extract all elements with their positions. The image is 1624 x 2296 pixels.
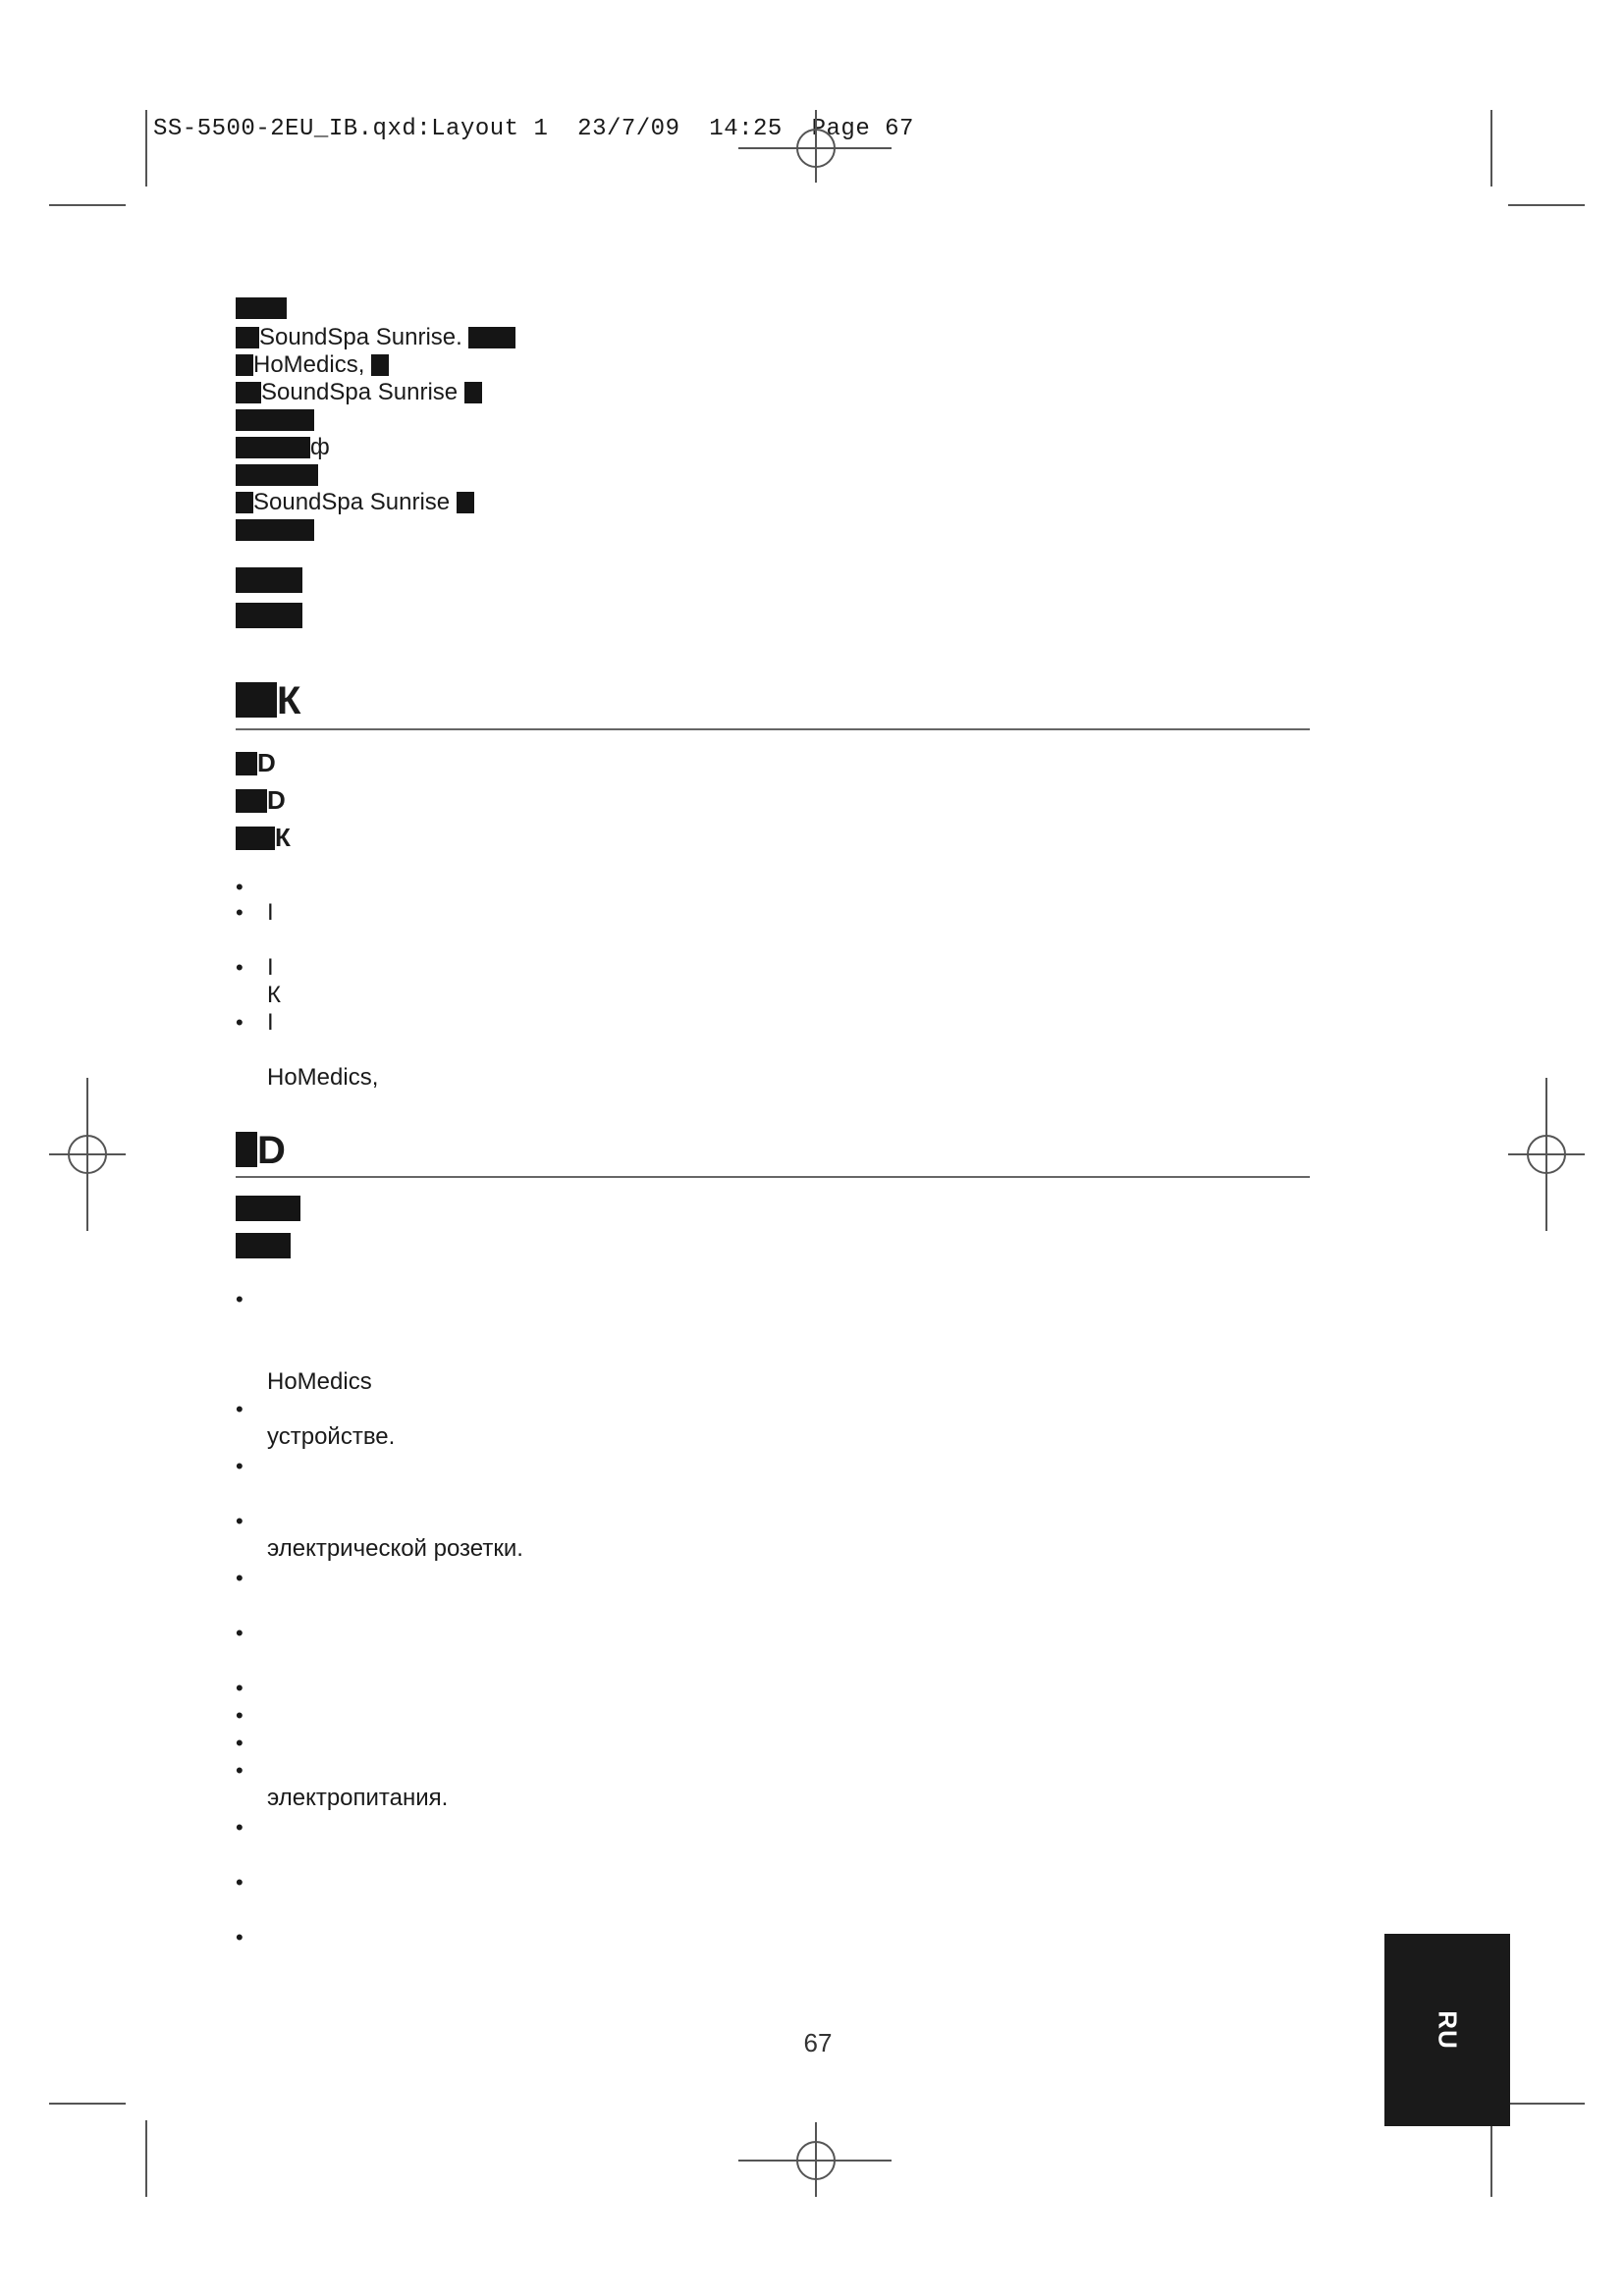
brand-name: HoMedics	[267, 1368, 372, 1395]
list-item-continuation	[267, 1368, 372, 1396]
product-name: SoundSpa Sunrise	[261, 379, 459, 405]
heading-fragment: D	[257, 1129, 286, 1172]
list-item-continuation	[267, 982, 281, 1009]
text-fragment: ф	[310, 434, 330, 460]
crop-mark	[1508, 204, 1585, 206]
crop-mark	[145, 2120, 147, 2197]
section-heading	[236, 679, 300, 723]
section-divider	[236, 728, 1310, 730]
crop-mark	[145, 110, 147, 187]
bullet-icon: •	[236, 1287, 244, 1311]
text-line	[236, 434, 330, 461]
print-slug: SS-5500-2EU_IB.qxd:Layout 1 23/7/09 14:25 Page 67	[153, 116, 914, 142]
redacted-line	[236, 516, 314, 544]
subheading	[236, 823, 291, 853]
redacted-heading-line	[236, 1233, 291, 1261]
text-line	[236, 379, 482, 406]
subheading	[236, 785, 286, 816]
language-label: RU	[1433, 2010, 1463, 2050]
bullet-icon: •	[236, 1870, 244, 1895]
crop-mark	[49, 204, 126, 206]
subheading	[236, 748, 276, 778]
subheading-fragment: D	[257, 748, 276, 777]
bullet-icon: •	[236, 900, 244, 925]
bullet-icon: •	[236, 1397, 244, 1421]
brand-name: HoMedics,	[253, 351, 365, 378]
text-line	[236, 489, 474, 516]
brand-name: HoMedics,	[267, 1064, 379, 1091]
list-item-continuation: устройстве.	[267, 1423, 396, 1450]
text-fragment: I	[267, 1009, 274, 1036]
bullet-icon: •	[236, 1566, 244, 1590]
text-fragment: I	[267, 954, 274, 981]
crop-mark	[1490, 2120, 1492, 2197]
language-tab	[1384, 1934, 1510, 2126]
crop-mark	[49, 2103, 126, 2105]
bullet-icon: •	[236, 1925, 244, 1949]
subheading-fragment: К	[275, 823, 291, 852]
redacted-line	[236, 406, 314, 434]
section-heading	[236, 1129, 286, 1173]
section-divider	[236, 1176, 1310, 1178]
text-fragment: I	[267, 899, 274, 926]
list-item-continuation	[267, 1064, 378, 1092]
list-item	[267, 954, 274, 982]
page-number: 67	[803, 2028, 833, 2057]
heading-fragment: К	[277, 679, 301, 722]
crop-mark	[1508, 2103, 1585, 2105]
bullet-icon: •	[236, 1731, 244, 1755]
list-item-continuation: электропитания.	[267, 1785, 449, 1811]
text-fragment: К	[267, 982, 281, 1008]
registration-circle-icon	[796, 129, 836, 168]
redacted-line	[236, 461, 318, 489]
text-line	[236, 351, 389, 379]
bullet-icon: •	[236, 1454, 244, 1478]
product-name: SoundSpa Sunrise.	[259, 324, 462, 350]
crop-mark	[1490, 110, 1492, 187]
list-item	[267, 899, 274, 927]
bullet-icon: •	[236, 1758, 244, 1783]
redacted-heading-line	[236, 603, 302, 631]
bullet-icon: •	[236, 1010, 244, 1035]
registration-circle-icon	[796, 2141, 836, 2180]
bullet-icon: •	[236, 875, 244, 899]
list-item-continuation: электрической розетки.	[267, 1535, 523, 1562]
bullet-icon: •	[236, 1676, 244, 1700]
bullet-icon: •	[236, 1509, 244, 1533]
registration-circle-icon	[1527, 1135, 1566, 1174]
bullet-icon: •	[236, 955, 244, 980]
bullet-icon: •	[236, 1621, 244, 1645]
redacted-line	[236, 294, 287, 322]
subheading-fragment: D	[267, 785, 286, 815]
bullet-icon: •	[236, 1815, 244, 1840]
list-item	[267, 1009, 274, 1037]
redacted-heading-line	[236, 1196, 300, 1224]
registration-circle-icon	[68, 1135, 107, 1174]
product-name: SoundSpa Sunrise	[253, 489, 451, 515]
bullet-icon: •	[236, 1703, 244, 1728]
text-line	[236, 324, 515, 351]
redacted-heading-line	[236, 567, 302, 596]
